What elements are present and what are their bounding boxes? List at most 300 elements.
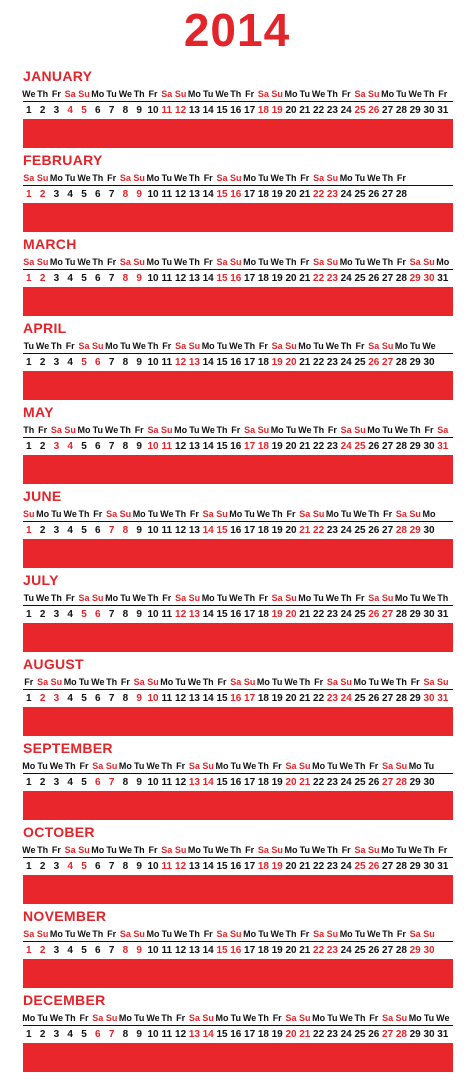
day-number: 14 bbox=[202, 357, 214, 368]
weekday-label: Tu bbox=[299, 845, 310, 855]
weekday-label: Mo bbox=[22, 761, 36, 771]
weekday-label: We bbox=[187, 677, 202, 687]
weekday-label: Mo bbox=[394, 341, 408, 351]
day-number: 11 bbox=[161, 105, 173, 116]
weekday-label: Th bbox=[244, 341, 256, 351]
weekday-label: We bbox=[339, 1013, 353, 1023]
date-row bbox=[0, 1029, 474, 1041]
day-number: 31 bbox=[437, 861, 449, 872]
month-block bbox=[0, 656, 474, 740]
day-number: 2 bbox=[39, 1029, 46, 1040]
day-number: 16 bbox=[230, 1029, 242, 1040]
weekday-label: Mo bbox=[339, 173, 353, 183]
day-number: 1 bbox=[26, 273, 32, 284]
weekday-label: Mo bbox=[353, 677, 367, 687]
month-block bbox=[0, 908, 474, 992]
day-number: 25 bbox=[354, 441, 366, 452]
weekday-label: Sa bbox=[78, 341, 90, 351]
day-number: 24 bbox=[340, 357, 352, 368]
weekday-label: Tu bbox=[313, 593, 324, 603]
weekday-label: Tu bbox=[106, 89, 117, 99]
weekday-label: Tu bbox=[410, 593, 421, 603]
weekday-label: Th bbox=[202, 677, 214, 687]
weekday-label: Sa bbox=[299, 509, 311, 519]
day-number: 1 bbox=[26, 189, 32, 200]
day-number: 3 bbox=[53, 525, 60, 536]
weekday-label: Fr bbox=[176, 1013, 186, 1023]
day-number: 18 bbox=[257, 189, 269, 200]
day-number: 18 bbox=[257, 861, 269, 872]
day-number: 10 bbox=[147, 525, 159, 536]
weekday-label: Sa bbox=[64, 845, 76, 855]
day-number: 25 bbox=[354, 357, 366, 368]
day-number: 24 bbox=[340, 777, 352, 788]
weekday-label: Sa bbox=[23, 173, 35, 183]
day-number: 10 bbox=[147, 189, 159, 200]
day-number: 3 bbox=[53, 441, 60, 452]
day-number: 3 bbox=[53, 861, 60, 872]
weekday-label: Th bbox=[326, 89, 338, 99]
day-number: 26 bbox=[368, 441, 380, 452]
day-number: 29 bbox=[409, 441, 421, 452]
weekday-label: Mo bbox=[215, 1013, 229, 1023]
weekday-label: Su bbox=[78, 845, 90, 855]
day-number: 12 bbox=[175, 693, 187, 704]
weekday-label: Su bbox=[161, 425, 173, 435]
day-number: 4 bbox=[67, 777, 73, 788]
weekday-row bbox=[0, 676, 474, 688]
weekday-label: Th bbox=[64, 1013, 76, 1023]
day-number: 15 bbox=[216, 441, 228, 452]
weekday-label: Mo bbox=[49, 929, 63, 939]
weekday-label: Tu bbox=[189, 425, 200, 435]
day-number: 12 bbox=[175, 441, 187, 452]
day-number: 1 bbox=[26, 609, 32, 620]
day-number: 8 bbox=[122, 693, 129, 704]
month-block bbox=[0, 320, 474, 404]
weekday-label: Sa bbox=[230, 677, 242, 687]
weekday-label: Mo bbox=[132, 509, 146, 519]
day-number: 2 bbox=[39, 945, 46, 956]
weekday-label: Th bbox=[354, 1013, 366, 1023]
weekday-label: Sa bbox=[175, 593, 187, 603]
day-number: 30 bbox=[423, 609, 435, 620]
weekday-label: Fr bbox=[396, 929, 406, 939]
day-number: 9 bbox=[136, 693, 142, 704]
day-number: 27 bbox=[382, 693, 394, 704]
day-number: 25 bbox=[354, 945, 366, 956]
day-number: 4 bbox=[67, 1029, 73, 1040]
weekday-label: We bbox=[242, 1013, 257, 1023]
notes-band bbox=[23, 119, 453, 148]
weekday-label: Fr bbox=[341, 89, 351, 99]
month-name: AUGUST bbox=[23, 656, 84, 672]
month-name: DECEMBER bbox=[23, 992, 106, 1008]
weekday-label: Su bbox=[437, 677, 449, 687]
day-number: 24 bbox=[340, 861, 352, 872]
weekday-label: Mo bbox=[229, 509, 243, 519]
day-number: 12 bbox=[175, 609, 187, 620]
month-name: NOVEMBER bbox=[23, 908, 107, 924]
day-number: 11 bbox=[161, 273, 173, 284]
divider-line bbox=[23, 521, 453, 522]
weekday-label: Sa bbox=[271, 593, 283, 603]
weekday-label: Mo bbox=[201, 341, 215, 351]
day-number: 24 bbox=[340, 609, 352, 620]
weekday-label: Su bbox=[36, 929, 49, 939]
weekday-label: Th bbox=[37, 89, 49, 99]
weekday-label: Tu bbox=[161, 929, 172, 939]
weekday-label: We bbox=[311, 845, 326, 855]
weekday-label: Fr bbox=[107, 173, 117, 183]
weekday-label: Fr bbox=[272, 1013, 282, 1023]
weekday-label: Fr bbox=[258, 593, 268, 603]
day-number: 9 bbox=[136, 525, 142, 536]
weekday-label: Mo bbox=[36, 509, 50, 519]
weekday-label: Su bbox=[381, 593, 394, 603]
weekday-label: Tu bbox=[120, 593, 131, 603]
month-block bbox=[0, 404, 474, 488]
day-number: 8 bbox=[122, 273, 129, 284]
day-number: 27 bbox=[382, 189, 394, 200]
weekday-label: Fr bbox=[438, 89, 448, 99]
weekday-label: Mo bbox=[174, 425, 188, 435]
day-number: 6 bbox=[95, 861, 101, 872]
day-number: 26 bbox=[368, 861, 380, 872]
weekday-label: Tu bbox=[65, 257, 76, 267]
weekday-row bbox=[0, 508, 474, 520]
day-number: 26 bbox=[368, 105, 380, 116]
weekday-label: Th bbox=[313, 425, 325, 435]
day-number: 11 bbox=[161, 861, 173, 872]
weekday-label: Tu bbox=[161, 257, 172, 267]
date-row bbox=[0, 105, 474, 117]
day-number: 6 bbox=[95, 357, 101, 368]
day-number: 2 bbox=[39, 525, 46, 536]
day-number: 29 bbox=[409, 105, 421, 116]
weekday-label: We bbox=[256, 509, 271, 519]
day-number: 10 bbox=[147, 357, 159, 368]
day-number: 13 bbox=[188, 1029, 200, 1040]
weekday-label: Sa bbox=[395, 509, 407, 519]
notes-band bbox=[23, 791, 453, 820]
weekday-label: Fr bbox=[300, 257, 310, 267]
day-number: 5 bbox=[81, 777, 87, 788]
weekday-label: Tu bbox=[382, 425, 393, 435]
weekday-label: Sa bbox=[37, 677, 49, 687]
weekday-row bbox=[0, 88, 474, 100]
day-number: 14 bbox=[202, 189, 214, 200]
day-number: 2 bbox=[39, 861, 46, 872]
day-number: 13 bbox=[188, 945, 200, 956]
day-number: 28 bbox=[395, 777, 407, 788]
weekday-label: Fr bbox=[369, 761, 379, 771]
day-number: 19 bbox=[271, 945, 283, 956]
day-number: 30 bbox=[423, 1029, 435, 1040]
weekday-label: Mo bbox=[77, 425, 91, 435]
weekday-row bbox=[0, 592, 474, 604]
day-number: 23 bbox=[326, 693, 338, 704]
weekday-label: Fr bbox=[162, 341, 172, 351]
weekday-label: Sa bbox=[64, 89, 76, 99]
day-number: 1 bbox=[26, 105, 32, 116]
weekday-row bbox=[0, 844, 474, 856]
weekday-label: We bbox=[118, 845, 133, 855]
weekday-label: Th bbox=[230, 845, 242, 855]
day-number: 10 bbox=[147, 441, 159, 452]
weekday-label: Mo bbox=[394, 593, 408, 603]
weekday-label: Mo bbox=[284, 845, 298, 855]
weekday-label: Fr bbox=[107, 929, 117, 939]
day-number: 24 bbox=[340, 525, 352, 536]
weekday-label: Th bbox=[216, 425, 228, 435]
weekday-label: Th bbox=[271, 509, 283, 519]
weekday-label: Mo bbox=[118, 1013, 132, 1023]
day-number: 16 bbox=[230, 357, 242, 368]
weekday-label: Mo bbox=[91, 89, 105, 99]
weekday-label: We bbox=[146, 1013, 160, 1023]
weekday-label: Fr bbox=[65, 593, 75, 603]
day-number: 1 bbox=[26, 525, 32, 536]
weekday-label: Th bbox=[92, 929, 104, 939]
day-number: 6 bbox=[95, 105, 101, 116]
notes-band bbox=[23, 203, 453, 232]
weekday-label: Th bbox=[244, 593, 256, 603]
weekday-label: Sa bbox=[202, 509, 214, 519]
day-number: 23 bbox=[326, 441, 338, 452]
day-number: 24 bbox=[340, 1029, 352, 1040]
day-number: 18 bbox=[257, 525, 269, 536]
day-number: 10 bbox=[147, 945, 159, 956]
day-number: 28 bbox=[395, 609, 407, 620]
day-number: 11 bbox=[161, 357, 173, 368]
weekday-label: We bbox=[353, 509, 367, 519]
weekday-label: Su bbox=[147, 677, 159, 687]
weekday-label: Su bbox=[64, 425, 76, 435]
day-number: 5 bbox=[81, 525, 87, 536]
day-number: 30 bbox=[423, 441, 435, 452]
weekday-label: Fr bbox=[65, 341, 75, 351]
divider-line bbox=[23, 773, 453, 774]
weekday-label: Sa bbox=[382, 761, 394, 771]
weekday-label: Tu bbox=[65, 173, 76, 183]
day-number: 28 bbox=[395, 273, 407, 284]
weekday-label: Sa bbox=[50, 425, 62, 435]
day-number: 28 bbox=[395, 1029, 407, 1040]
day-number: 13 bbox=[188, 357, 200, 368]
weekday-label: Fr bbox=[272, 761, 282, 771]
day-number: 20 bbox=[285, 609, 297, 620]
day-number: 27 bbox=[382, 441, 394, 452]
day-number: 31 bbox=[437, 1029, 449, 1040]
weekday-row bbox=[0, 424, 474, 436]
weekday-label: Mo bbox=[187, 89, 201, 99]
weekday-label: Sa bbox=[423, 677, 435, 687]
weekday-label: Sa bbox=[188, 1013, 200, 1023]
day-number: 27 bbox=[382, 945, 394, 956]
weekday-label: Su bbox=[299, 761, 311, 771]
weekday-label: Fr bbox=[424, 425, 434, 435]
weekday-label: Sa bbox=[354, 845, 366, 855]
weekday-label: We bbox=[298, 425, 312, 435]
date-row bbox=[0, 357, 474, 369]
weekday-label: Tu bbox=[396, 89, 407, 99]
weekday-label: Fr bbox=[79, 1013, 89, 1023]
weekday-label: Su bbox=[202, 761, 214, 771]
weekday-label: Tu bbox=[299, 89, 310, 99]
day-number: 22 bbox=[313, 609, 325, 620]
month-block bbox=[0, 740, 474, 824]
weekday-label: Th bbox=[230, 89, 242, 99]
month-name: MARCH bbox=[23, 236, 77, 252]
day-number: 18 bbox=[257, 273, 269, 284]
day-number: 30 bbox=[423, 945, 435, 956]
weekday-label: Fr bbox=[162, 593, 172, 603]
day-number: 19 bbox=[271, 609, 283, 620]
weekday-label: Mo bbox=[422, 509, 436, 519]
weekday-label: Su bbox=[326, 929, 339, 939]
day-number: 14 bbox=[202, 273, 214, 284]
weekday-label: Su bbox=[395, 1013, 408, 1023]
weekday-label: We bbox=[242, 761, 257, 771]
weekday-label: Su bbox=[202, 1013, 214, 1023]
notes-band bbox=[23, 959, 453, 988]
day-number: 1 bbox=[26, 357, 32, 368]
weekday-label: Su bbox=[354, 425, 366, 435]
day-number: 4 bbox=[67, 105, 73, 116]
weekday-label: Th bbox=[161, 761, 173, 771]
day-number: 14 bbox=[202, 1029, 214, 1040]
weekday-label: Tu bbox=[37, 761, 48, 771]
divider-line bbox=[23, 185, 453, 186]
day-number: 17 bbox=[244, 441, 256, 452]
day-number: 6 bbox=[95, 609, 101, 620]
weekday-label: Su bbox=[340, 677, 352, 687]
day-number: 14 bbox=[202, 609, 214, 620]
weekday-label: Fr bbox=[203, 173, 213, 183]
weekday-label: Su bbox=[423, 257, 435, 267]
day-number: 12 bbox=[175, 525, 187, 536]
year-title: 2014 bbox=[183, 4, 291, 56]
day-number: 31 bbox=[437, 441, 449, 452]
day-number: 22 bbox=[313, 525, 325, 536]
weekday-label: Su bbox=[299, 1013, 311, 1023]
weekday-label: Sa bbox=[147, 425, 159, 435]
divider-line bbox=[23, 689, 453, 690]
date-row bbox=[0, 693, 474, 705]
weekday-label: Th bbox=[326, 845, 338, 855]
weekday-label: Su bbox=[92, 593, 104, 603]
day-number: 22 bbox=[313, 945, 325, 956]
day-number: 29 bbox=[409, 609, 421, 620]
weekday-label: Tu bbox=[423, 761, 435, 771]
weekday-label: Mo bbox=[408, 1013, 422, 1023]
weekday-label: Sa bbox=[175, 341, 187, 351]
weekday-label: Fr bbox=[341, 845, 351, 855]
weekday-label: Th bbox=[382, 929, 394, 939]
day-number: 29 bbox=[409, 945, 421, 956]
day-number: 22 bbox=[313, 777, 325, 788]
weekday-label: Fr bbox=[245, 845, 255, 855]
weekday-label: We bbox=[77, 173, 91, 183]
weekday-label: Sa bbox=[382, 1013, 394, 1023]
day-number: 4 bbox=[67, 609, 73, 620]
weekday-label: Th bbox=[188, 173, 200, 183]
weekday-label: Sa bbox=[285, 1013, 297, 1023]
day-number: 8 bbox=[122, 525, 129, 536]
day-number: 25 bbox=[354, 777, 366, 788]
weekday-label: Mo bbox=[160, 677, 174, 687]
day-number: 4 bbox=[67, 525, 73, 536]
weekday-label: Mo bbox=[256, 677, 270, 687]
day-number: 12 bbox=[175, 189, 187, 200]
day-number: 17 bbox=[244, 693, 256, 704]
weekday-label: We bbox=[270, 929, 284, 939]
day-number: 13 bbox=[188, 777, 200, 788]
day-number: 28 bbox=[395, 693, 407, 704]
weekday-label: We bbox=[270, 257, 284, 267]
weekday-label: Th bbox=[175, 509, 187, 519]
day-number: 14 bbox=[202, 777, 214, 788]
day-number: 9 bbox=[136, 189, 142, 200]
day-number: 29 bbox=[409, 357, 421, 368]
weekday-label: Su bbox=[368, 845, 380, 855]
day-number: 7 bbox=[108, 777, 115, 788]
day-number: 5 bbox=[81, 189, 87, 200]
weekday-label: Tu bbox=[230, 761, 241, 771]
weekday-row bbox=[0, 928, 474, 940]
weekday-label: Sa bbox=[78, 593, 90, 603]
divider-line bbox=[23, 1025, 453, 1026]
weekday-label: Tu bbox=[216, 593, 228, 603]
day-number: 23 bbox=[326, 525, 338, 536]
weekday-label: Su bbox=[36, 257, 49, 267]
weekday-label: Fr bbox=[231, 425, 241, 435]
notes-band bbox=[23, 623, 453, 652]
day-number: 1 bbox=[26, 777, 32, 788]
day-number: 25 bbox=[354, 273, 366, 284]
day-number: 6 bbox=[95, 1029, 101, 1040]
day-number: 21 bbox=[299, 693, 311, 704]
day-number: 29 bbox=[409, 1029, 421, 1040]
month-block bbox=[0, 152, 474, 236]
day-number: 5 bbox=[81, 273, 87, 284]
weekday-label: Tu bbox=[368, 677, 379, 687]
day-number: 23 bbox=[326, 273, 338, 284]
weekday-label: Th bbox=[423, 845, 435, 855]
weekday-label: Th bbox=[340, 593, 352, 603]
weekday-label: We bbox=[422, 593, 436, 603]
weekday-label: Su bbox=[174, 89, 187, 99]
weekday-label: Su bbox=[230, 173, 242, 183]
day-number: 14 bbox=[202, 693, 214, 704]
weekday-label: Su bbox=[133, 929, 145, 939]
day-number: 8 bbox=[122, 609, 129, 620]
day-number: 22 bbox=[313, 441, 325, 452]
weekday-label: Su bbox=[133, 173, 145, 183]
day-number: 23 bbox=[326, 105, 338, 116]
weekday-label: We bbox=[77, 257, 91, 267]
day-number: 30 bbox=[423, 525, 435, 536]
day-number: 5 bbox=[81, 945, 87, 956]
day-number: 26 bbox=[368, 357, 380, 368]
day-number: 5 bbox=[81, 861, 87, 872]
weekday-label: Su bbox=[230, 257, 242, 267]
day-number: 14 bbox=[202, 861, 214, 872]
day-number: 20 bbox=[285, 861, 297, 872]
weekday-label: Th bbox=[382, 173, 394, 183]
day-number: 31 bbox=[437, 609, 449, 620]
